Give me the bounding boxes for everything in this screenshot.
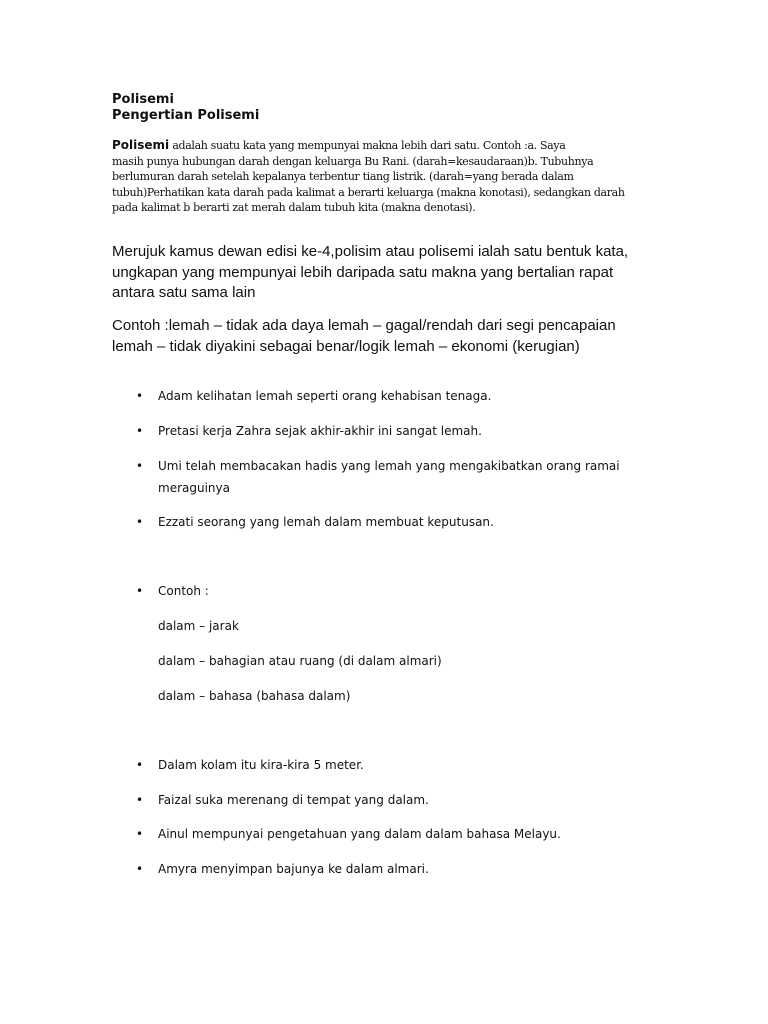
kamus-line: antara satu sama lain [112,284,256,301]
definition-line: masih punya hubungan darah dengan keluarga Bu Rani. (darah=kesaudaraan)b. Tubuhnya [112,154,594,168]
bullet-icon: • [136,758,144,772]
kamus-paragraph [112,242,672,304]
dalam-meaning-line: dalam – jarak [158,619,239,633]
definition-line: tubuh)Perhatikan kata darah pada kalimat a berarti keluarga (makna konotasi), sedangkan darah [112,185,625,199]
dalam-meaning-line: dalam – bahasa (bahasa dalam) [158,689,351,703]
list-item-text: Dalam kolam itu kira-kira 5 meter. [158,758,364,772]
definition-paragraph [112,138,660,216]
contoh-lemah-paragraph [112,316,672,357]
bullet-icon: • [136,827,144,841]
list-item-text: Amyra menyimpan bajunya ke dalam almari. [158,862,429,876]
definition-line: pada kalimat b berarti zat merah dalam tubuh kita (makna denotasi). [112,201,476,214]
kamus-line: ungkapan yang mempunyai lebih daripada satu makna yang bertalian rapat [112,263,614,281]
bullet-icon: • [136,459,144,473]
kamus-line: Merujuk kamus dewan edisi ke-4,polisim atau polisemi ialah satu bentuk kata, [112,243,629,260]
bullet-icon: • [136,793,144,807]
definition-text: adalah suatu kata yang mempunyai makna lebih dari satu. Contoh :a. Saya [169,139,566,152]
bullet-icon: • [136,515,144,529]
document-subtitle: Pengertian Polisemi [112,108,260,123]
list-item-text: Faizal suka merenang di tempat yang dalam. [158,793,429,807]
bullet-icon: • [136,862,144,876]
definition-line [112,138,660,154]
document-title: Polisemi [112,92,174,107]
list-item-text-line: meraguinya [158,481,230,495]
definition-line: berlumuran darah setelah kepalanya terbentur tiang listrik. (darah=yang berada dalam [112,170,574,183]
list-item-text [158,455,658,499]
list-item-text: Ezzati seorang yang lemah dalam membuat keputusan. [158,515,494,529]
contoh-lemah-line: Contoh :lemah – tidak ada daya lemah – gagal/rendah dari segi pencapaian [112,317,616,334]
list-item-text: Pretasi kerja Zahra sejak akhir-akhir ini sangat lemah. [158,424,482,438]
bullet-icon: • [136,584,144,598]
definition-lead-term: Polisemi [112,138,170,152]
list-item-text: Ainul mempunyai pengetahuan yang dalam dalam bahasa Melayu. [158,827,561,841]
bullet-icon: • [136,389,144,403]
dalam-meaning-line: dalam – bahagian atau ruang (di dalam almari) [158,654,442,668]
list-item-text-line: Umi telah membacakan hadis yang lemah yang mengakibatkan orang ramai [158,459,620,473]
contoh-lemah-line: lemah – tidak diyakini sebagai benar/logik lemah – ekonomi (kerugian) [112,337,580,355]
contoh-dalam-label: Contoh : [158,584,209,598]
bullet-icon: • [136,424,144,438]
list-item-text: Adam kelihatan lemah seperti orang kehabisan tenaga. [158,389,492,403]
